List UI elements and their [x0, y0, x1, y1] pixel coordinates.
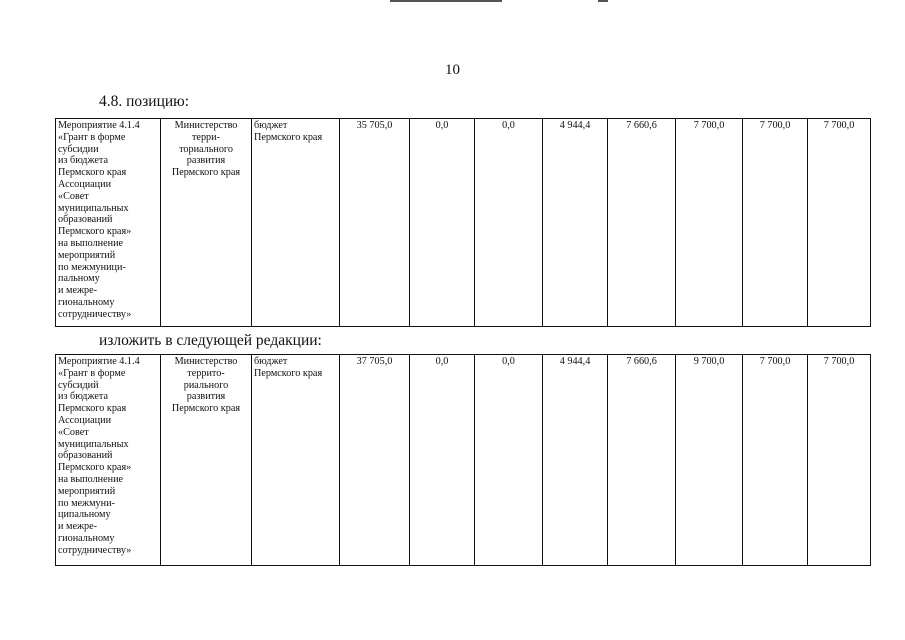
executor-line: терри- — [191, 131, 220, 143]
measure-name-line: Пермского края — [58, 403, 127, 415]
measure-name-cell — [56, 119, 161, 327]
measure-name-line: субсидии — [58, 143, 99, 155]
measure-name-line: Мероприятие 4.1.4 — [58, 120, 140, 131]
measure-name-line: образований — [58, 214, 113, 226]
table-row — [56, 119, 871, 327]
measure-name-line: из бюджета — [58, 155, 109, 167]
measure-name-line: сотрудничеству» — [58, 308, 132, 320]
measure-name-line: «Совет — [58, 426, 89, 438]
top-scan-mark — [598, 0, 608, 2]
measure-name-line: муниципальных — [58, 202, 129, 214]
measure-name-line: Пермского края — [58, 167, 127, 179]
amount-cell: 35 705,0 — [340, 119, 410, 327]
measure-name-line: Пермского края» — [58, 226, 132, 238]
measure-name-line: Ассоциации — [58, 178, 112, 190]
executor-cell — [161, 355, 252, 566]
amount-cell: 7 700,0 — [743, 355, 808, 566]
measure-name-line: сотрудничеству» — [58, 544, 132, 556]
executor-line: Пермского края — [171, 403, 241, 415]
executor-line: Министерство — [174, 356, 238, 367]
measure-name-line: из бюджета — [58, 391, 109, 403]
amount-cell: 0,0 — [475, 119, 543, 327]
funding-source-cell — [252, 119, 340, 327]
measure-name-line: «Совет — [58, 190, 89, 202]
page-number: 10 — [445, 62, 460, 78]
amount-cell: 7 700,0 — [808, 119, 871, 327]
position-intro: 4.8. позицию: — [99, 93, 190, 110]
table-row — [56, 355, 871, 566]
measure-name-line: пальному — [58, 273, 100, 285]
measure-name-line: на выполнение — [58, 237, 124, 249]
amount-cell: 4 944,4 — [543, 119, 608, 327]
amount-cell: 4 944,4 — [543, 355, 608, 566]
measure-name-line: «Грант в форме — [58, 131, 126, 143]
measure-name-line: мероприятий — [58, 485, 116, 497]
funding-source-line: Пермского края — [254, 367, 323, 379]
executor-line: развития — [186, 391, 226, 403]
measure-name-line: и межре- — [58, 521, 98, 533]
funding-source-line: бюджет — [254, 120, 288, 131]
measure-name-line: мероприятий — [58, 249, 116, 261]
measure-name-line: Пермского края» — [58, 462, 132, 474]
measure-name-line: на выполнение — [58, 473, 124, 485]
amount-cell: 7 700,0 — [743, 119, 808, 327]
top-scan-mark — [390, 0, 502, 2]
measure-name-line: ципальному — [58, 509, 111, 521]
executor-line: риального — [183, 379, 229, 391]
amount-cell: 0,0 — [475, 355, 543, 566]
amount-cell: 7 700,0 — [808, 355, 871, 566]
measure-name-line: субсидий — [58, 379, 99, 391]
funding-source-line: Пермского края — [254, 131, 323, 143]
replacement-intro: изложить в следующей редакции: — [99, 332, 322, 349]
amount-cell: 7 660,6 — [608, 119, 676, 327]
executor-line: террито- — [187, 367, 225, 379]
executor-line: развития — [186, 155, 226, 167]
amount-cell: 7 700,0 — [676, 119, 743, 327]
old-position-table — [55, 118, 871, 327]
measure-name-line: муниципальных — [58, 438, 129, 450]
funding-source-cell — [252, 355, 340, 566]
executor-line: Министерство — [174, 120, 238, 131]
amount-cell: 9 700,0 — [676, 355, 743, 566]
executor-line: Пермского края — [171, 167, 241, 179]
measure-name-line: Мероприятие 4.1.4 — [58, 356, 140, 367]
amount-cell: 37 705,0 — [340, 355, 410, 566]
amount-cell: 0,0 — [410, 119, 475, 327]
executor-cell — [161, 119, 252, 327]
measure-name-line: «Грант в форме — [58, 367, 126, 379]
amount-cell: 7 660,6 — [608, 355, 676, 566]
measure-name-line: гиональному — [58, 532, 115, 544]
measure-name-line: гиональному — [58, 296, 115, 308]
amount-cell: 0,0 — [410, 355, 475, 566]
measure-name-line: и межре- — [58, 285, 98, 297]
measure-name-line: образований — [58, 450, 113, 462]
measure-name-line: по межмуни- — [58, 497, 115, 509]
measure-name-cell — [56, 355, 161, 566]
measure-name-line: по межмуници- — [58, 261, 126, 273]
new-position-table — [55, 354, 871, 566]
funding-source-line: бюджет — [254, 356, 288, 367]
measure-name-line: Ассоциации — [58, 414, 112, 426]
executor-line: ториального — [179, 143, 233, 155]
